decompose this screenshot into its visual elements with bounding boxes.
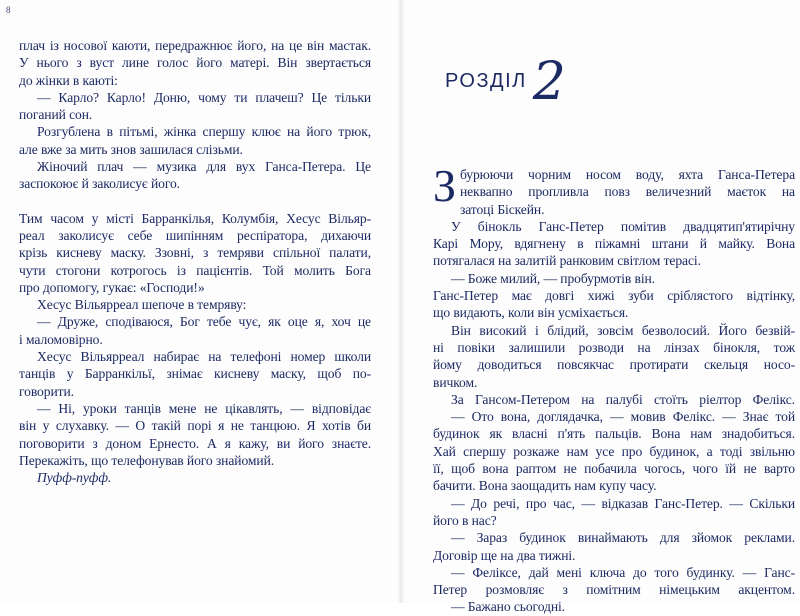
text-line: поговорити з доном Ернесто. А я кажу, ви його знаєте. — [19, 435, 371, 451]
text-line: що видають, коли він усміхається. — [433, 305, 629, 321]
text-line: Хесус Вільярреал набирає на телефоні номер школи — [37, 349, 371, 365]
right-page — [405, 0, 800, 615]
text-line: — Карло? Карло! Доню, чому ти плачеш? Це тільки — [37, 89, 371, 105]
text-line: чути стогони котрогось із пацієнтів. Той молить Бога — [19, 262, 371, 278]
text-line: він у слухавку. — О такій порі я не танцюю. Я хотів би — [19, 418, 371, 434]
text-line: ні повіки залишили розводи на лінзах бінокля, тож — [433, 339, 795, 355]
text-line: потягалася на залитій ранковим світлом терасі. — [433, 253, 701, 269]
text-line: У нього з вуст лине голос його матері. Він звертається — [19, 55, 371, 71]
text-line: і маломовірно. — [19, 331, 103, 347]
text-line: У бінокль Ганс-Петер помітив двадцятип'ятирічну — [451, 218, 795, 234]
page-number: 8 — [6, 5, 11, 15]
text-line: Жіночий плач — музика для вух Ганса-Петера. Це — [37, 159, 371, 175]
text-line: бачити. Вона заощадить нам купу часу. — [433, 478, 657, 494]
text-line: реал заколисує себе шипінням респіратора, дихаючи — [19, 227, 371, 243]
text-line: За Гансом-Петером на палубі стоїть ріелтор Фелікс. — [451, 391, 795, 407]
chapter-label: РОЗДІЛ — [445, 70, 527, 92]
text-line: — Феліксе, дай мені ключа до того будинку. — Ганс- — [451, 564, 795, 580]
text-line: — Бажано сьогодні. — [451, 599, 565, 615]
text-line: Петер розмовляє з помітним німецьким акцентом. — [433, 582, 795, 598]
chapter-number: 2 — [532, 52, 566, 112]
drop-cap: З — [433, 160, 456, 211]
text-line: заспокоює й заколисує його. — [19, 176, 180, 192]
right-page-text — [433, 160, 795, 616]
text-line: Пуфф-пуфф. — [37, 470, 112, 486]
text-line: його в нас? — [433, 512, 497, 528]
text-line: — Ні, уроки танців мене не цікавлять, — відповідає — [37, 400, 371, 416]
text-line: — Друже, сподіваюся, Бог тебе чує, як оце я, хоч це — [37, 314, 371, 330]
text-line: Перекажіть, що телефонував його знайомий. — [19, 452, 275, 468]
text-line: — До речі, про час, — відказав Ганс-Петер. — Скільки — [451, 495, 795, 511]
text-line: Договір ще на два тижні. — [433, 547, 576, 563]
text-line: неквапно пропливла повз величезний маєток на — [459, 184, 795, 200]
text-line: Розгублена в пітьмі, жінка спершу клює на його трюк, — [37, 124, 371, 140]
text-line: вичком. — [433, 374, 478, 390]
text-line: будинок як власні п'ять пальців. Вона нам знадобиться. — [433, 426, 795, 442]
text-line: бурюючи чорним носом воду, яхта Ганса-Петера — [459, 167, 795, 182]
text-line: йому доводиться повсякчас протирати скельця носо- — [433, 357, 795, 373]
text-line: Тим часом у місті Барранкілья, Колумбія, Хесус Вільяр- — [19, 210, 371, 226]
text-line: — Боже милий, — пробурмотів він. — [451, 270, 655, 286]
text-line: — Зараз будинок винаймають для зйомок реклами. — [451, 530, 795, 546]
text-line: Хесус Вільярреал шепоче в темряву: — [37, 297, 247, 313]
text-line: до жінки в каюті: — [19, 72, 118, 88]
section-break — [19, 193, 371, 210]
text-line: крізь кисневу маску. Ззовні, з темряви спільної палати, — [19, 245, 371, 261]
page-gutter — [397, 0, 405, 603]
text-line: Він високий і блідий, зовсім безволосий. Його безвій- — [451, 322, 795, 338]
text-line: її, щоб вона раптом не побачила чогось, чого їй не варто — [433, 461, 795, 477]
text-line: затоці Біскейн. — [459, 201, 545, 217]
text-line: про допомогу, гукає: «Господи!» — [19, 279, 205, 295]
left-page-text — [19, 37, 371, 486]
text-line: поганий сон. — [19, 107, 93, 123]
text-line: Карі Мору, вдягнену в піжамні штани й майку. Вона — [433, 236, 795, 252]
text-line: Ганс-Петер має довгі хижі зуби сріблястого відтінку, — [433, 288, 795, 304]
left-page — [0, 0, 397, 603]
text-line: але вже за мить знов зашилася слізьми. — [19, 141, 243, 157]
text-line: говорити. — [19, 383, 74, 399]
text-line: Хай спершу розкаже нам усе про будинок, а тоді звільню — [433, 443, 795, 459]
chapter-heading — [445, 52, 566, 112]
text-line: танців у Барранкільї, знімає кисневу маску, щоб по- — [19, 366, 371, 382]
text-line: — Ото вона, доглядачка, — мовив Фелікс. — Знає той — [451, 409, 795, 425]
text-line: плач із носової каюти, передражнює його, на це він мастак. — [19, 38, 371, 53]
